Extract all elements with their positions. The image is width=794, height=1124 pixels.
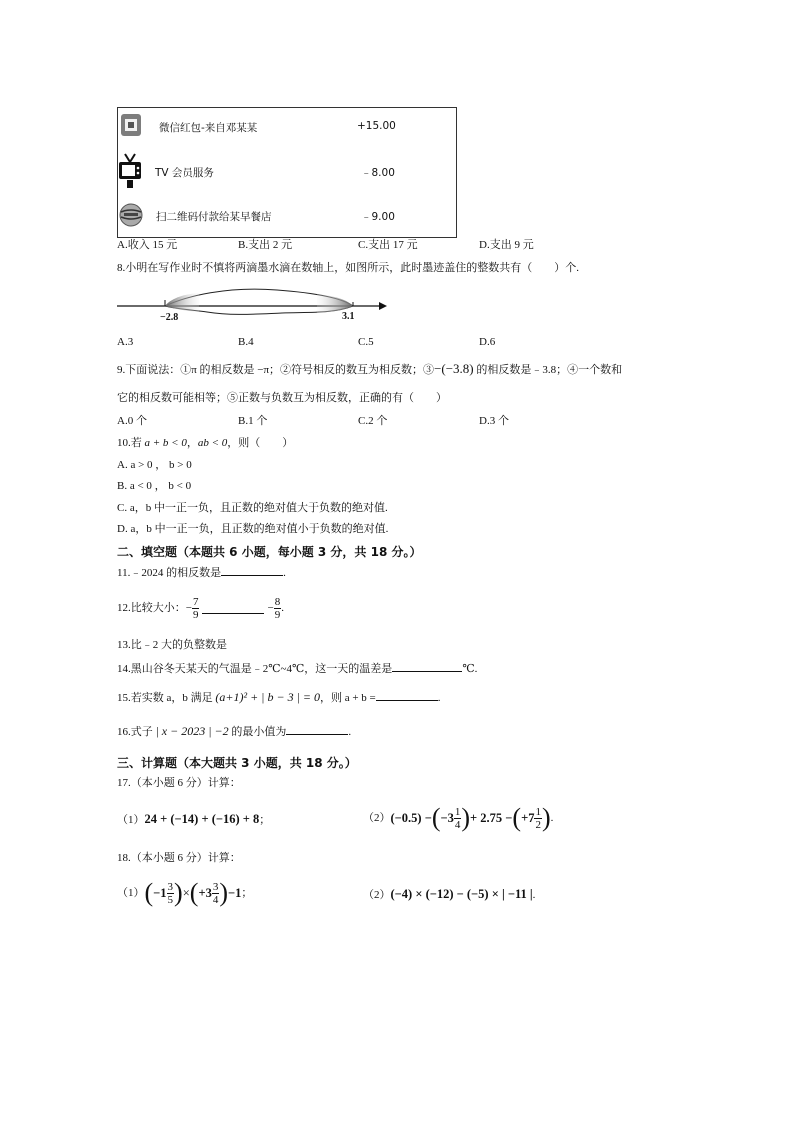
right-paren: ) — [461, 803, 471, 832]
q16 — [117, 724, 351, 739]
q9-line1-end: 的相反数是﹣3.8；④一个数和 — [473, 364, 623, 376]
fraction — [274, 596, 282, 621]
part-label: （1） — [117, 814, 145, 826]
answer-blank — [376, 690, 438, 701]
q12-text: 12.比较大小： — [117, 602, 186, 614]
q17-stem: 17.（本小题 6 分）计算： — [117, 777, 241, 789]
part-label: （2） — [363, 812, 391, 824]
fraction-denominator: 4 — [212, 893, 219, 906]
q13: 13.比﹣2 大的负整数是 — [117, 639, 227, 651]
q12-minus-sign: − — [185, 602, 192, 614]
fraction-denominator: 2 — [535, 818, 541, 831]
right-paren: ) — [541, 803, 551, 832]
right-paren: ) — [174, 878, 183, 907]
part-label: （1） — [117, 887, 145, 899]
q15-equation: (a+1)² + | b − 3 | = 0 — [215, 690, 320, 704]
q18-part2 — [363, 887, 535, 902]
q10-stem — [117, 436, 293, 450]
mixed-whole: −3 — [440, 811, 454, 825]
fraction-denominator: 5 — [167, 893, 174, 906]
qr-globe-icon — [118, 202, 144, 228]
q8-stem: 8.小明在写作业时不慎将两滴墨水滴在数轴上，如图所示，此时墨迹盖住的整数共有（ ）个. — [117, 262, 579, 274]
q10-stem-end: ，则（ ） — [227, 437, 294, 449]
fraction — [167, 881, 175, 906]
q17-part2-middle: + 2.75 − — [470, 811, 513, 825]
section3-heading: 三、计算题（本大题共 3 小题，共 18 分。） — [117, 756, 357, 770]
transaction-amount: +15.00 — [357, 120, 396, 132]
fraction-denominator: 4 — [454, 818, 461, 831]
q14-end: ℃. — [462, 663, 478, 675]
answer-blank — [221, 565, 283, 576]
q17-part1-expression: 24 + (−14) + (−16) + 8 — [144, 812, 260, 826]
fraction — [534, 806, 542, 831]
q17-part2 — [363, 798, 553, 838]
transaction-label: 扫二维码付款给某早餐店 — [156, 211, 272, 223]
q12-end: . — [281, 602, 284, 614]
q14 — [117, 661, 477, 676]
mixed-whole: +3 — [198, 886, 212, 900]
q7-option-c: C.支出 17 元 — [358, 239, 418, 251]
q10-option-c: C. a，b 中一正一负，且正数的绝对值大于负数的绝对值. — [117, 502, 388, 514]
q10-stem-start: 10.若 — [117, 437, 145, 449]
number-line-right-label: 3.1 — [342, 311, 355, 322]
q10-condition-sum: a + b < 0 — [144, 437, 187, 449]
tv-icon — [117, 152, 143, 190]
q17-part2-end: . — [550, 812, 554, 824]
transaction-amount: ﹣9.00 — [361, 211, 395, 223]
q16-end: . — [348, 726, 352, 738]
q15-ask: ，则 a + b = — [319, 692, 376, 704]
q11-text: 11.﹣2024 的相反数是 — [117, 567, 222, 579]
q7-option-b: B.支出 2 元 — [238, 239, 293, 251]
mixed-whole: +7 — [521, 811, 535, 825]
q9-expression: −(−3.8) — [434, 361, 474, 376]
transaction-label: TV 会员服务 — [155, 167, 214, 179]
left-paren: ( — [512, 803, 522, 832]
fraction — [192, 596, 200, 621]
fraction-denominator: 9 — [274, 608, 281, 621]
number-line-left-label: −2.8 — [160, 312, 179, 323]
answer-blank — [392, 661, 462, 672]
answer-blank — [202, 603, 264, 614]
fraction-numerator: 3 — [167, 880, 174, 893]
left-paren: ( — [431, 803, 441, 832]
q12-minus-sign: − — [267, 602, 274, 614]
q18-stem: 18.（本小题 6 分）计算： — [117, 852, 241, 864]
q8-option-b: B.4 — [238, 336, 254, 348]
mixed-whole: −1 — [153, 886, 167, 900]
q18-part1-tail: −1 — [228, 886, 242, 900]
q15-text: 15.若实数 a，b 满足 — [117, 692, 216, 704]
fraction — [212, 881, 220, 906]
q16-ask: 的最小值为 — [228, 726, 287, 738]
section2-heading: 二、填空题（本题共 6 小题，每小题 3 分，共 18 分。） — [117, 545, 422, 559]
times-sign: × — [182, 886, 190, 900]
fraction-numerator: 3 — [212, 880, 219, 893]
q10-separator: ， — [186, 437, 198, 449]
right-paren: ) — [219, 878, 228, 907]
q12 — [117, 590, 284, 626]
fraction — [454, 806, 462, 831]
q9-line1 — [117, 362, 622, 377]
q18-part2-expression: (−4) × (−12) − (−5) × | −11 | — [390, 887, 533, 901]
q9-option-c: C.2 个 — [358, 415, 388, 427]
red-packet-icon — [120, 113, 142, 137]
q17-part1-end: ； — [259, 814, 271, 826]
q17-part2-start: (−0.5) − — [390, 811, 432, 825]
q8-option-d: D.6 — [479, 336, 496, 348]
q8-option-a: A.3 — [117, 336, 134, 348]
q14-text: 14.黑山谷冬天某天的气温是﹣2℃~4℃，这一天的温差是 — [117, 663, 393, 675]
q8-option-c: C.5 — [358, 336, 374, 348]
q9-option-d: D.3 个 — [479, 415, 509, 427]
q9-line2: 它的相反数可能相等；⑤正数与负数互为相反数，正确的有（ ） — [117, 392, 447, 404]
left-paren: ( — [189, 878, 199, 907]
fraction-numerator: 1 — [535, 805, 541, 818]
fraction-numerator: 8 — [274, 595, 281, 608]
q9-option-a: A.0 个 — [117, 415, 147, 427]
q10-option-d: D. a，b 中一正一负，且正数的绝对值小于负数的绝对值. — [117, 523, 389, 535]
q10-option-a: A. a > 0 ， b > 0 — [117, 459, 192, 471]
q16-text: 16.式子 — [117, 726, 156, 738]
q17-part1 — [117, 812, 270, 827]
left-paren: ( — [144, 878, 154, 907]
q9-option-b: B.1 个 — [238, 415, 268, 427]
q7-option-a: A.收入 15 元 — [117, 239, 178, 251]
fraction-numerator: 1 — [454, 805, 461, 818]
q18-part2-end: . — [532, 889, 536, 901]
q16-expression: | x − 2023 | −2 — [155, 724, 229, 738]
q18-part1-end: ； — [241, 887, 253, 899]
q7-option-d: D.支出 9 元 — [479, 239, 534, 251]
q15 — [117, 690, 441, 705]
q10-option-b: B. a < 0 ， b < 0 — [117, 480, 192, 492]
q11-end: . — [283, 567, 286, 579]
q11 — [117, 565, 286, 580]
fraction-denominator: 9 — [192, 608, 199, 621]
q15-end: . — [437, 692, 441, 704]
q9-line1-start: 9.下面说法：①π 的相反数是 −π；②符号相反的数互为相反数；③ — [117, 364, 435, 376]
answer-blank — [286, 724, 348, 735]
transaction-label: 微信红包-来自邓某某 — [159, 122, 258, 134]
q18-part1 — [117, 873, 252, 913]
fraction-numerator: 7 — [192, 595, 199, 608]
q10-condition-product: ab < 0 — [197, 437, 228, 449]
transaction-amount: ﹣8.00 — [361, 167, 395, 179]
part-label: （2） — [363, 889, 391, 901]
